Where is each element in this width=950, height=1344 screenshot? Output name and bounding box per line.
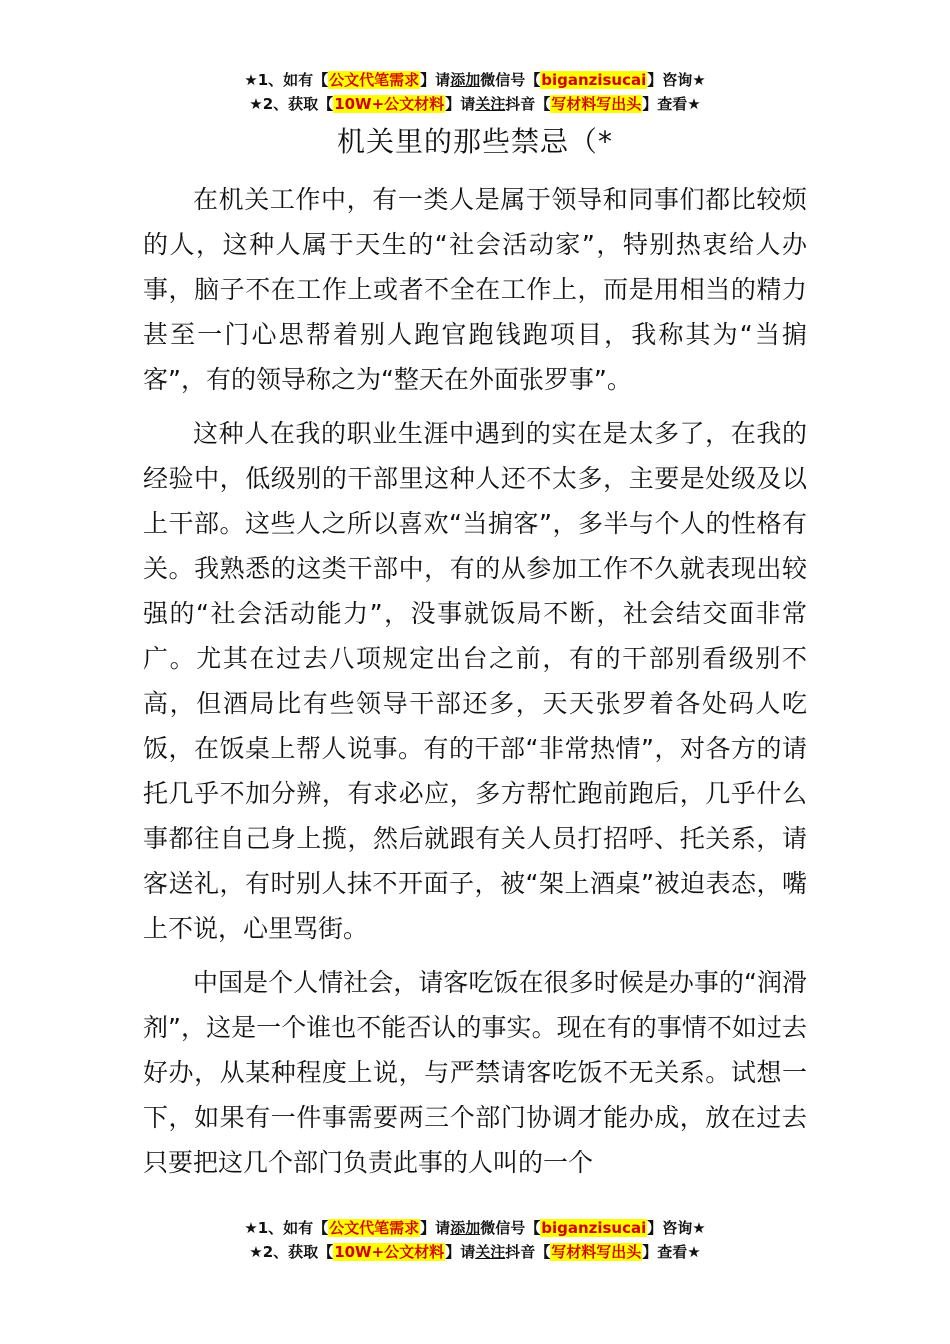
footer-highlight-service: 公文代笔需求	[329, 1219, 420, 1237]
document-title: 机关里的那些禁忌（*	[336, 125, 613, 158]
footer-banner-line-2: ★2、获取【10W+公文材料】请关注抖音【写材料写出头】查看★	[249, 1243, 701, 1261]
banner-highlight-materials: 10W+公文材料	[334, 95, 445, 113]
footer-banner	[0, 1216, 950, 1264]
banner-highlight-service: 公文代笔需求	[329, 71, 420, 89]
banner-highlight-douyin-id: 写材料写出头	[551, 95, 642, 113]
footer-banner-line-1: ★1、如有【公文代笔需求】请添加微信号【biganzisucai】咨询★	[244, 1219, 706, 1237]
footer-highlight-wechat-id: biganzisucai	[541, 1219, 647, 1237]
body-paragraph-3: 中国是个人情社会，请客吃饭在很多时候是办事的“润滑剂”，这是一个谁也不能否认的事实。现在有的事情不如过去好办，从某种程度上说，与严禁请客吃饭不无关系。试想一下，如果有一件事需要两三个部门协调才能办成，放在过去只要把这几个部门负责此事的人叫的一个	[143, 968, 807, 1177]
footer-highlight-douyin-id: 写材料写出头	[551, 1243, 642, 1261]
header-banner	[0, 68, 950, 116]
body-paragraph-1: 在机关工作中，有一类人是属于领导和同事们都比较烦的人，这种人属于天生的“社会活动家”，特别热衷给人办事，脑子不在工作上或者不全在工作上，而是用相当的精力甚至一门心思帮着别人跑官跑钱跑项目，我称其为“当掮客”，有的领导称之为“整天在外面张罗事”。	[143, 185, 807, 394]
document-body	[143, 177, 807, 1194]
banner-line-1: ★1、如有【公文代笔需求】请添加微信号【biganzisucai】咨询★	[244, 71, 706, 89]
footer-highlight-materials: 10W+公文材料	[334, 1243, 445, 1261]
banner-highlight-wechat-id: biganzisucai	[541, 71, 647, 89]
banner-line-2: ★2、获取【10W+公文材料】请关注抖音【写材料写出头】查看★	[249, 95, 701, 113]
body-paragraph-2: 这种人在我的职业生涯中遇到的实在是太多了，在我的经验中，低级别的干部里这种人还不太多，主要是处级及以上干部。这些人之所以喜欢“当掮客”，多半与个人的性格有关。我熟悉的这类干部中，有的从参加工作不久就表现出较强的“社会活动能力”，没事就饭局不断，社会结交面非常广。尤其在过去八项规定出台之前，有的干部别看级别不高，但酒局比有些领导干部还多，天天张罗着各处码人吃饭，在饭桌上帮人说事。有的干部“非常热情”，对各方的请托几乎不加分辨，有求必应，多方帮忙跑前跑后，几乎什么事都往自己身上揽，然后就跟有关人员打招呼、托关系，请客送礼，有时别人抹不开面子，被“架上酒桌”被迫表态，嘴上不说，心里骂街。	[143, 419, 807, 943]
